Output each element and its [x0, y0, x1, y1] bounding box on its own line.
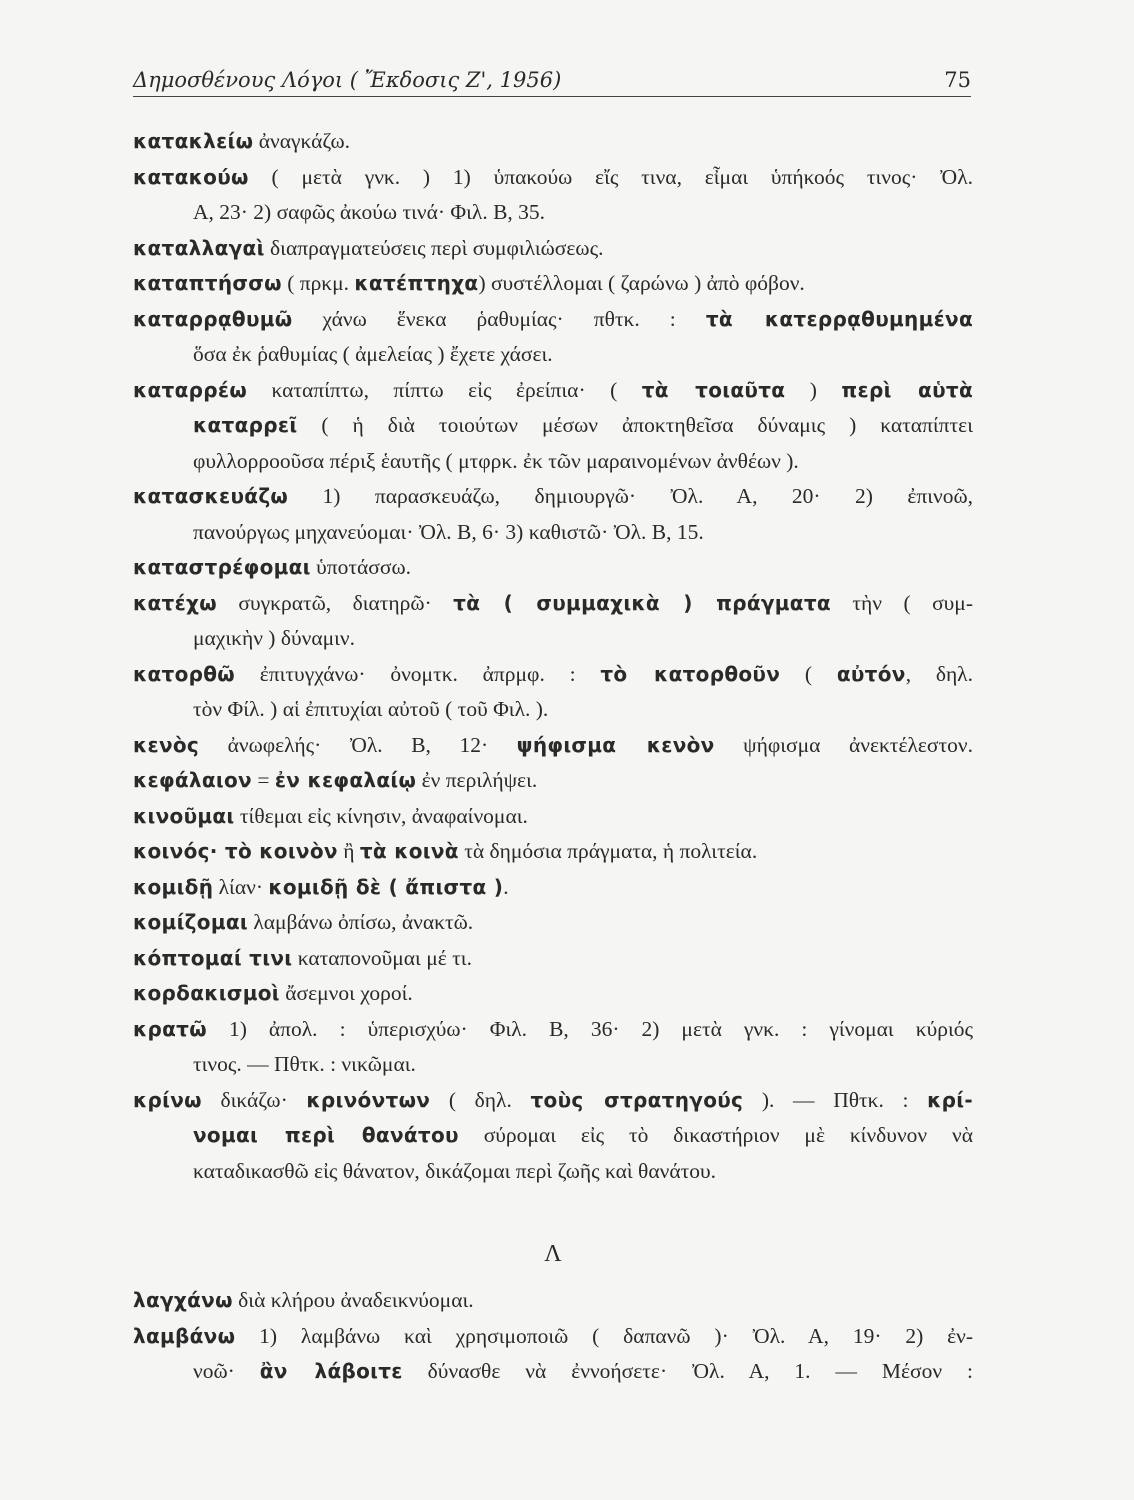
glossary-line: πανούργως μηχανεύομαι· Ὀλ. Β, 6· 3) καθιστῶ· Ὀλ. Β, 15. — [193, 519, 704, 544]
glossary-line: καταρρεῖ ( ἡ διὰ τοιούτων μέσων ἀποκτηθεῖσα δύναμις ) καταπίπτει — [193, 413, 973, 437]
glossary-line: Α, 23· 2) σαφῶς ἀκούω τινά· Φιλ. Β, 35. — [193, 200, 546, 224]
glossary-line: τὸν Φίλ. ) αἱ ἐπιτυχίαι αὐτοῦ ( τοῦ Φιλ. ). — [193, 697, 549, 721]
glossary-line: κατακλείω ἀναγκάζω. — [133, 129, 351, 153]
glossary-line: κρίνω δικάζω· κρινόντων ( δηλ. τοὺς στρατηγούς ). — Πθτκ. : κρί- — [133, 1087, 973, 1112]
glossary-line: καταπτήσσω ( πρκμ. κατέπτηχα) συστέλλομαι ( ζαρώνω ) ἀπὸ φόβον. — [133, 271, 805, 295]
glossary-line: ὅσα ἐκ ῥαθυμίας ( ἀμελείας ) ἔχετε χάσει. — [193, 342, 553, 366]
header-title: Δημοσθένους Λόγοι ( Ἔκδοσις Ζ', 1956) — [133, 68, 562, 92]
glossary-entries-l — [133, 1283, 973, 1390]
glossary-line: λαμβάνω 1) λαμβάνω καὶ χρησιμοποιῶ ( δαπανῶ )· Ὀλ. Α, 19· 2) ἐν- — [133, 1323, 973, 1348]
glossary-line: κατορθῶ ἐπιτυγχάνω· ὀνομτκ. ἀπρμφ. : τὸ κατορθοῦν ( αὐτόν, δηλ. — [133, 661, 973, 686]
glossary-line: μαχικὴν ) δύναμιν. — [193, 626, 355, 650]
glossary-line: λαγχάνω διὰ κλήρου ἀναδεικνύομαι. — [133, 1288, 474, 1312]
glossary-line: κατακούω ( μετὰ γνκ. ) 1) ὑπακούω εἴς τινα, εἶμαι ὑπήκοός τινος· Ὀλ. — [133, 164, 973, 189]
running-header — [133, 64, 971, 97]
glossary-line: κομίζομαι λαμβάνω ὀπίσω, ἀνακτῶ. — [133, 910, 474, 934]
glossary-line: κινοῦμαι τίθεμαι εἰς κίνησιν, ἀναφαίνομαι. — [133, 803, 528, 828]
glossary-line: νοῶ· ἂν λάβοιτε δύνασθε νὰ ἐννοήσετε· Ὀλ. Α, 1. — Μέσον : — [193, 1359, 973, 1383]
section-letter-lambda: Λ — [544, 1241, 562, 1267]
glossary-line: κατέχω συγκρατῶ, διατηρῶ· τὰ ( συμμαχικὰ ) πράγματα τὴν ( συμ- — [133, 590, 973, 615]
glossary-line: κατασκευάζω 1) παρασκευάζω, δημιουργῶ· Ὀλ. Α, 20· 2) ἐπινοῶ, — [133, 484, 973, 508]
page-number: 75 — [944, 68, 971, 92]
glossary-line: κεφάλαιον = ἐν κεφαλαίῳ ἐν περιλήψει. — [133, 768, 538, 792]
glossary-entries-k — [133, 124, 973, 1189]
glossary-line: καταλλαγαὶ διαπραγματεύσεις περὶ συμφιλιώσεως. — [133, 235, 604, 260]
glossary-line: νομαι περὶ θανάτου σύρομαι εἰς τὸ δικαστήριον μὲ κίνδυνον νὰ — [193, 1123, 973, 1147]
glossary-line: κοινός· τὸ κοινὸν ἢ τὰ κοινὰ τὰ δημόσια πράγματα, ἡ πολιτεία. — [133, 839, 758, 863]
glossary-line: καταστρέφομαι ὑποτάσσω. — [133, 555, 412, 579]
glossary-line: κορδακισμοὶ ἄσεμνοι χοροί. — [133, 981, 413, 1005]
glossary-line: καταδικασθῶ εἰς θάνατον, δικάζομαι περὶ ζωῆς καὶ θανάτου. — [193, 1158, 717, 1183]
glossary-line: κενὸς ἀνωφελής· Ὀλ. Β, 12· ψήφισμα κενὸν ψήφισμα ἀνεκτέλεστον. — [133, 732, 974, 757]
glossary-line: καταρρᾳθυμῶ χάνω ἕνεκα ῥαθυμίας· πθτκ. : τὰ κατερρᾳθυμημένα — [133, 306, 973, 331]
glossary-line: καταρρέω καταπίπτω, πίπτω εἰς ἐρείπια· ( τὰ τοιαῦτα ) περὶ αὑτὰ — [133, 377, 973, 402]
glossary-line: κομιδῇ λίαν· κομιδῇ δὲ ( ἄπιστα ). — [133, 874, 509, 899]
glossary-line: κόπτομαί τινι καταπονοῦμαι μέ τι. — [133, 945, 472, 970]
glossary-line: κρατῶ 1) ἀπολ. : ὑπερισχύω· Φιλ. Β, 36· 2) μετὰ γνκ. : γίνομαι κύριός — [133, 1016, 973, 1041]
glossary-line: τινος. — Πθτκ. : νικῶμαι. — [193, 1052, 416, 1076]
glossary-body — [133, 124, 973, 1390]
glossary-line: φυλλορροοῦσα πέριξ ἑαυτῆς ( μτφρκ. ἐκ τῶν μαραινομένων ἀνθέων ). — [193, 448, 799, 473]
